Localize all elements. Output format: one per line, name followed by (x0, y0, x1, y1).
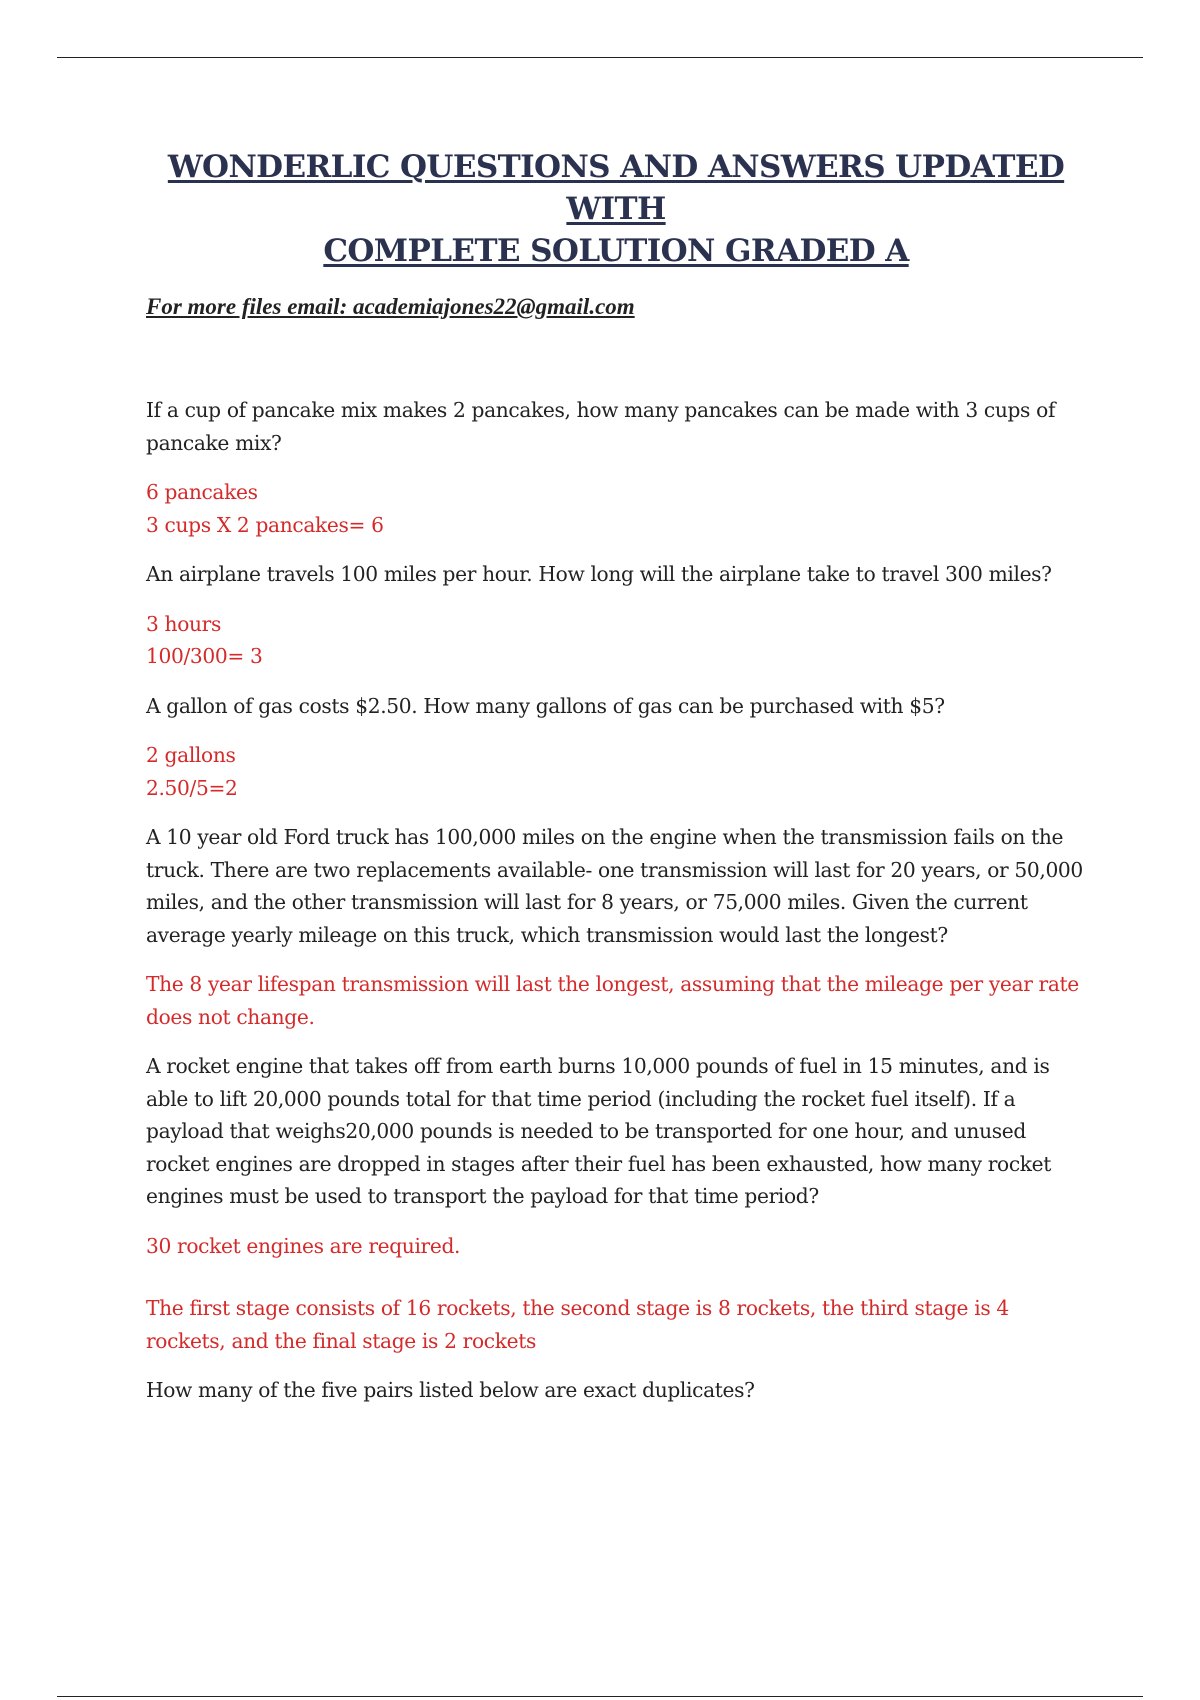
bottom-rule (57, 1696, 1143, 1697)
answer-2-line-1: 3 hours (146, 611, 221, 636)
question-2: An airplane travels 100 miles per hour. How long will the airplane take to travel 300 miles? (146, 562, 1052, 586)
answer-1-line-1: 6 pancakes (146, 480, 258, 504)
answer-5-line-1: 30 rocket engines are required. (146, 1233, 461, 1258)
question-6: How many of the five pairs listed below are exact duplicates? (146, 1378, 755, 1402)
answer-5 (146, 1230, 1086, 1263)
question-3: A gallon of gas costs $2.50. How many gallons of gas can be purchased with $5? (146, 693, 945, 718)
answer-3-line-2: 2.50/5=2 (146, 775, 238, 800)
title-line-1: WONDERLIC QUESTIONS AND ANSWERS UPDATED WITH (167, 149, 1065, 227)
question-4: A 10 year old Ford truck has 100,000 miles on the engine when the transmission fails on the truck. There are two replacements available- one transmission will last for 20 years, or 50,000 miles, and the other transmission will last for 8 years, or 75,000 miles. Given the current average yearly mileage on this truck, which transmission would last the longest? (146, 825, 1083, 947)
answer-1 (146, 476, 1086, 541)
answer-4 (146, 968, 1086, 1033)
top-rule (57, 57, 1143, 58)
answer-5-detail: The first stage consists of 16 rockets, the second stage is 8 rockets, the third stage is 4 rockets, and the final stage is 2 rockets (146, 1296, 1009, 1353)
title-line-2: COMPLETE SOLUTION GRADED A (323, 233, 909, 269)
document-title (146, 146, 1086, 272)
answer-4-line-1: The 8 year lifespan transmission will last the longest, assuming that the mileage per year rate does not change. (146, 972, 1079, 1029)
answer-3-line-1: 2 gallons (146, 743, 236, 767)
answer-1-line-2: 3 cups X 2 pancakes= 6 (146, 512, 384, 537)
qa-list (146, 394, 1086, 1407)
answer-2 (146, 608, 1086, 673)
email-line: For more files email: academiajones22@gmail.com (146, 294, 635, 319)
document-body (146, 146, 1086, 1424)
answer-2-line-2: 100/300= 3 (146, 644, 263, 668)
question-5: A rocket engine that takes off from earth burns 10,000 pounds of fuel in 15 minutes, and is able to lift 20,000 pounds total for that time period (including the rocket fuel itself). If a payload that weighs20,000 pounds is needed to be transported for one hour, and unused rocket engines are dropped in stages after their fuel has been exhausted, how many rocket engines must be used to transport the payload for that time period? (146, 1054, 1052, 1208)
answer-3 (146, 739, 1086, 804)
question-1: If a cup of pancake mix makes 2 pancakes, how many pancakes can be made with 3 cups of pancake mix? (146, 398, 1056, 455)
